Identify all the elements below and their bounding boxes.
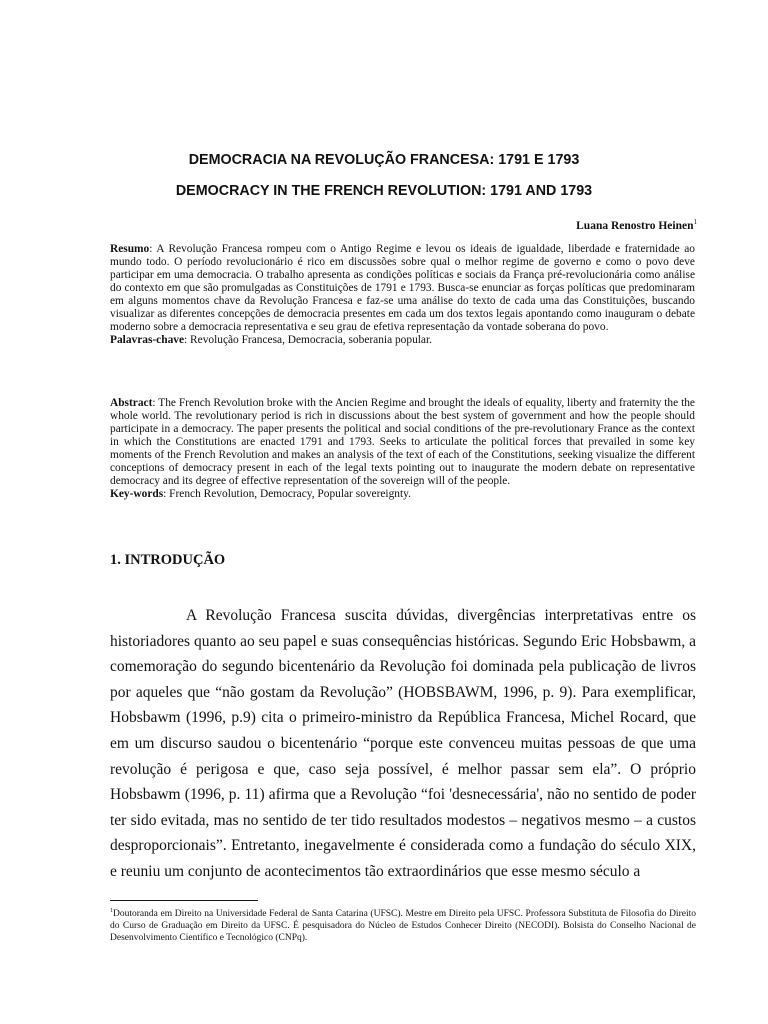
author-footnote-mark: 1 <box>693 218 697 226</box>
resumo-label: Resumo <box>110 243 150 255</box>
abstract-paragraph <box>110 397 695 488</box>
footnote-mark: 1 <box>110 908 113 914</box>
key-words-text: : French Revolution, Democracy, Popular sovereignty. <box>163 487 411 500</box>
resumo-paragraph <box>110 243 695 334</box>
abstract-label: Abstract <box>110 397 153 409</box>
palavras-chave-label: Palavras-chave <box>110 333 185 346</box>
footnote-text: Doutoranda em Direito na Universidade Federal de Santa Catarina (UFSC). Mestre em Direito pela UFSC. Professora Substituta de Filosofia do Direito do Curso de Graduação em Direito da UFSC. É pesquisadora do Núcleo de Estudos Conhecer Direito (NECODI). Bolsista do Conselho Nacional de Desenvolvimento Científico e Tecnológico (CNPq). <box>110 909 696 944</box>
section-heading: 1. INTRODUÇÃO <box>110 552 226 568</box>
key-words-label: Key-words <box>110 487 164 500</box>
palavras-chave-text: : Revolução Francesa, Democracia, soberania popular. <box>184 333 432 346</box>
introduction-paragraph: A Revolução Francesa suscita dúvidas, divergências interpretativas entre os historiadores quanto ao seu papel e suas consequências históricas. Segundo Eric Hobsbawm, a comemoração do segundo bicentenário da Revolução foi dominada pela publicação de livros por aqueles que “não gostam da Revolução” (HOBSBAWM, 1996, p. 9). Para exemplificar, Hobsbawm (1996, p.9) cita o primeiro-ministro da República Francesa, Michel Rocard, que em um discurso saudou o bicentenário “porque este convenceu muitas pessoas de que uma revolução é perigosa e que, caso seja possível, é melhor passar sem ela”. O próprio Hobsbawm (1996, p. 11) afirma que a Revolução “foi 'desnecessária', não no sentido de poder ter sido evitada, mas no sentido de ter tido resultados modestos – negativos mesmo – a custos desproporcionais”. Entretanto, inegavelmente é considerada como a fundação do século XIX, e reuniu um conjunto de acontecimentos tão extraordinários que esse mesmo século a <box>110 607 696 880</box>
paper-title-portuguese: DEMOCRACIA NA REVOLUÇÃO FRANCESA: 1791 E 1793 <box>188 152 580 168</box>
footnote-divider <box>110 900 258 901</box>
footnote <box>110 905 696 944</box>
palavras-chave-line <box>110 334 695 347</box>
resumo-text: : A Revolução Francesa rompeu com o Antigo Regime e levou os ideais de igualdade, liberdade e fraternidade ao mundo todo. O período revolucionário é rico em discussões sobre qual o melhor regime de governo e como o povo deve participar em uma democracia. O trabalho apresenta as condições políticas e sociais da França pré-revolucionária como análise do contexto em que são promulgadas as Constituições de 1791 e 1793. Busca-se enunciar as forças políticas que predominaram em alguns momentos chave da Revolução Francesa e faz-se uma análise do texto de cada uma das Constituições, buscando visualizar as diferentes concepções de democracia presentes em cada um dos textos legais apontando como inauguram o debate moderno sobre a democracia representativa e seu grau de efetiva representação da vontade soberana do povo. <box>110 243 695 333</box>
author-name: Luana Renostro Heinen <box>576 220 694 232</box>
paper-title-english: DEMOCRACY IN THE FRENCH REVOLUTION: 1791 AND 1793 <box>175 183 593 199</box>
author-line <box>576 215 697 233</box>
abstract-text: : The French Revolution broke with the Ancien Regime and brought the ideals of equality, liberty and fraternity the the whole world. The revolutionary period is rich in discussions about the best system of government and how the people should participate in a democracy. The paper presents the political and social conditions of the pre-revolutionary France as the context in which the Constitutions are enacted 1791 and 1793. Seeks to articulate the political forces that prevailed in some key moments of the French Revolution and makes an analysis of the text of each of the Constitutions, seeking visualize the different conceptions of democracy present in each of the legal texts pointing out to inaugurate the modern debate on representative democracy and its degree of effective representation of the sovereign will of the people. <box>110 397 695 487</box>
key-words-line <box>110 488 695 501</box>
abstract-block <box>110 397 695 501</box>
resumo-block <box>110 243 695 347</box>
